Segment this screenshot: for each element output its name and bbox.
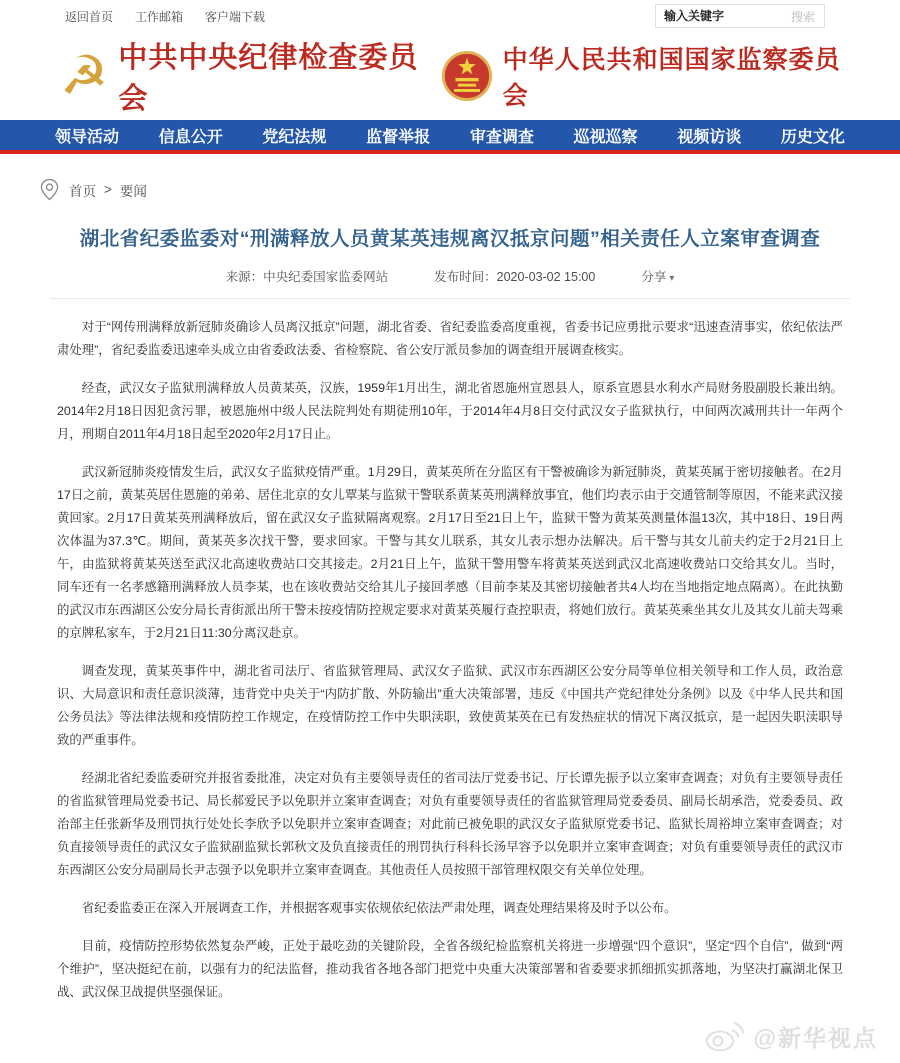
nav-item-inspection-tour[interactable]: 巡视巡察 [573,128,638,146]
breadcrumb-separator: > [104,182,112,197]
topbar-links [65,8,265,25]
article-source: 来源：中央纪委国家监委网站 [225,270,389,284]
national-emblem-icon [441,50,493,102]
org-nsc [441,40,858,112]
link-client-download[interactable]: 客户端下载 [205,9,266,24]
article-body [0,299,900,1004]
nav-item-video-interview[interactable]: 视频访谈 [677,128,742,146]
search-box [655,4,825,28]
article-paragraph: 省纪委监委正在深入开展调查工作，并根据客观事实依规依纪依法严肃处理，调查处理结果将及时予以公布。 [81,901,677,915]
search-button[interactable]: 搜索 [782,8,824,25]
link-work-mail[interactable]: 工作邮箱 [135,9,184,24]
article-meta [0,267,900,285]
nav-item-history-culture[interactable]: 历史文化 [780,128,845,146]
nav-item-investigation[interactable]: 审查调查 [469,128,534,146]
search-input[interactable] [656,9,782,23]
masthead [0,32,900,120]
share-button[interactable]: 分享 ▾ [641,270,675,284]
watermark-text: @新华视点 [753,1024,878,1051]
nav-item-supervision-report[interactable]: 监督举报 [366,128,431,146]
article-publish-time: 发布时间：2020-03-02 15:00 [434,270,596,284]
nav-item-leadership[interactable]: 领导活动 [55,128,120,146]
article-paragraph: 调查发现，黄某英事件中，湖北省司法厅、省监狱管理局、武汉女子监狱、武汉市东西湖区公安分局等单位相关领导和工作人员，政治意识、大局意识和责任意识淡薄，违背党中央关于“内防扩散、外防输出”重大决策部署，违反《中国共产党纪律处分条例》以及《中华人民共和国公务员法》等法律法规和疫情防控工作规定，在疫情防控工作中失职渎职，致使黄某英在已有发热症状的情况下离汉抵京，是一起因失职渎职导致的严重事件。 [57,664,843,747]
org-nsc-title: 中华人民共和国国家监察委员会 [502,47,841,110]
breadcrumb-section[interactable]: 要闻 [119,183,147,199]
article-paragraph: 武汉新冠肺炎疫情发生后，武汉女子监狱疫情严重。1月29日，黄某英所在分监区有干警被确诊为新冠肺炎，黄某英属于密切接触者。在2月17日之前，黄某英居住恩施的弟弟、居住北京的女儿覃某与监狱干警联系黄某英刑满释放事宜，他们均表示由于交通管制等原因，不能来武汉接黄回家。2月17日黄某英刑满释放后，留在武汉女子监狱隔离观察。2月17日至21日上午，监狱干警为黄某英测量体温13次，其中18日、19日两次体温为37.3℃。期间，黄某英多次找干警，要求回家。干警与其女儿联系，其女儿表示想办法解决。后干警与其女儿前夫约定于2月21日上午，由监狱将黄某英送至武汉北高速收费站口交其接走。2月21日上午，监狱干警用警车将黄某英送到武汉北高速收费站口交给其女儿。当时，同车还有一名孝感籍刑满释放人员李某，也在该收费站交给其儿子接回孝感（目前李某及其密切接触者共4人均在当地指定地点隔离）。在此执勤的武汉市东西湖区公安分局长青街派出所干警未按疫情防控规定要求对黄某英履行查控职责，将她们放行。黄某英乘坐其女儿及其女儿前夫驾乘的京牌私家车，于2月21日11:30分离汉赴京。 [57,465,843,640]
article-paragraph: 对于“网传刑满释放新冠肺炎确诊人员离汉抵京”问题，湖北省委、省纪委监委高度重视，省委书记应勇批示要求“迅速查清事实，依纪依法严肃处理”，省纪委监委迅速牵头成立由省委政法委、省检察院、省公安厅派员参加的调查组开展调查核实。 [57,320,843,357]
nav-item-info-disclosure[interactable]: 信息公开 [158,128,223,146]
breadcrumb [40,178,900,201]
weibo-icon [704,1019,746,1053]
article-paragraph: 经湖北省纪委监委研究并报省委批准，决定对负有主要领导责任的省司法厅党委书记、厅长谭先振予以立案审查调查；对负有主要领导责任的省监狱管理局党委书记、局长郝爱民予以免职并立案审查调查；对负有重要领导责任的省监狱管理局党委委员、副局长胡承浩，党委委员、政治部主任张新华及刑罚执行处处长李欣予以免职并立案审查调查；对此前已被免职的武汉女子监狱原党委书记、监狱长周裕坤立案审查调查；对负直接领导责任的武汉女子监狱副监狱长郭秋文及负直接责任的刑罚执行科科长汤早容予以免职并立案审查调查；对负有重要领导责任的武汉市东西湖区公安分局副局长尹志强予以免职并立案审查调查。其他责任人员按照干部管理权限交有关单位处理。 [57,771,843,877]
top-utility-bar [0,0,900,32]
chevron-down-icon: ▾ [669,273,675,284]
org-ccdi [60,35,441,117]
article-paragraph: 经查，武汉女子监狱刑满释放人员黄某英，汉族，1959年1月出生，湖北省恩施州宣恩县人，原系宣恩县水利水产局财务股副股长兼出纳。2014年2月18日因犯贪污罪，被恩施州中级人民法院判处有期徒刑10年，于2014年4月8日交付武汉女子监狱执行，中间两次减刑共计一年两个月，刑期自2011年4月18日起至2020年2月17日止。 [57,381,843,441]
primary-nav [0,120,900,154]
article-title: 湖北省纪委监委对“刑满释放人员黄某英违规离汉抵京问题”相关责任人立案审查调查 [79,228,821,250]
article-paragraph: 目前，疫情防控形势依然复杂严峻，正处于最吃劲的关键阶段，全省各级纪检监察机关将进一步增强“四个意识”，坚定“四个自信”，做到“两个维护”，坚决挺纪在前，以强有力的纪法监督，推动我省各地各部门把党中央重大决策部署和省委要求抓细抓实抓落地，为坚决打赢湖北保卫战、武汉保卫战提供坚强保证。 [57,939,843,999]
watermark [0,1019,900,1063]
link-back-home[interactable]: 返回首页 [65,9,114,24]
nav-item-party-rules[interactable]: 党纪法规 [262,128,327,146]
location-pin-icon [40,178,59,201]
org-ccdi-title: 中共中央纪律检查委员会 [118,42,419,115]
party-emblem-icon: ☭ [60,46,109,106]
breadcrumb-home[interactable]: 首页 [69,183,96,199]
